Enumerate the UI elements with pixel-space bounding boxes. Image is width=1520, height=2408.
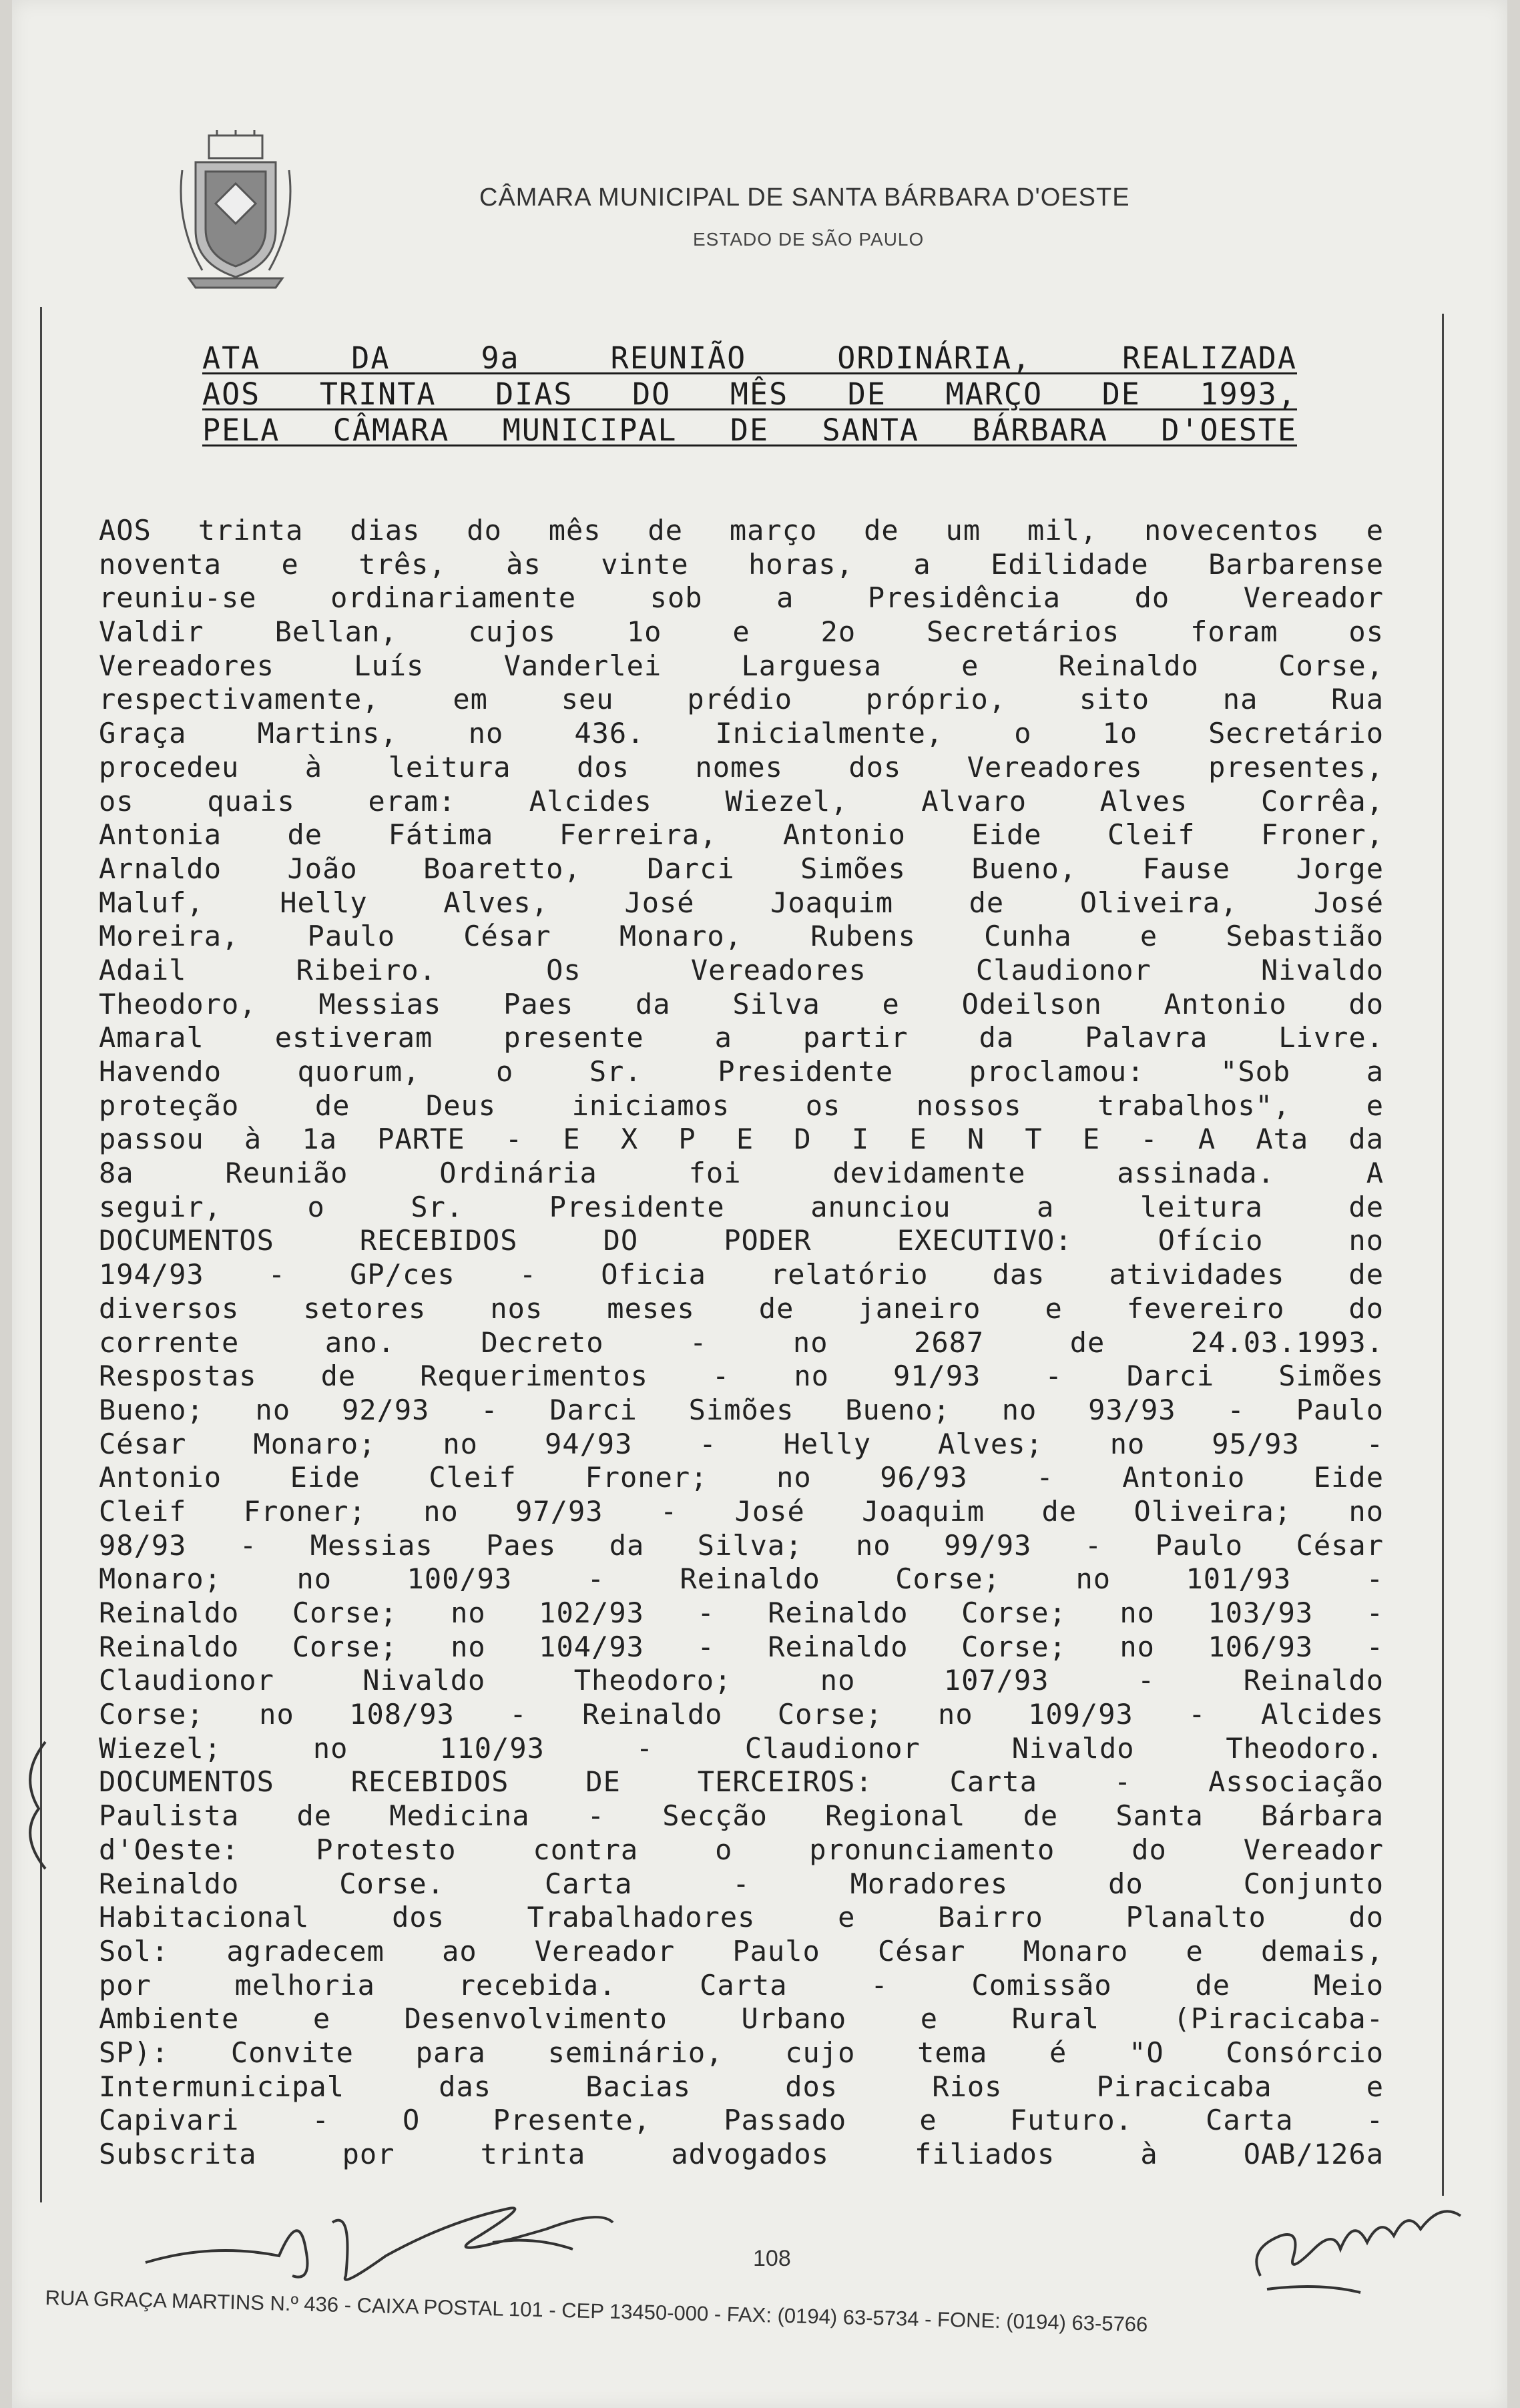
- body-line: diversos setores nos meses de janeiro e fevereiro do: [99, 1291, 1384, 1325]
- body-line: Graça Martins, no 436. Inicialmente, o 1o Secretário: [99, 717, 1384, 750]
- title-line: PELA CÂMARA MUNICIPAL DE SANTA BÁRBARA D'OESTE: [202, 412, 1297, 448]
- document-page: [12, 0, 1507, 2408]
- body-line: Monaro; no 100/93 - Reinaldo Corse; no 101/93 -: [99, 1562, 1384, 1596]
- body-line: Ambiente e Desenvolvimento Urbano e Rural (Piracicaba-: [99, 2002, 1384, 2036]
- body-line: AOS trinta dias do mês de março de um mil, novecentos e: [99, 514, 1384, 547]
- body-line: noventa e três, às vinte horas, a Edilidade Barbarense: [99, 547, 1384, 581]
- body-line: por melhoria recebida. Carta - Comissão de Meio: [99, 1968, 1384, 2002]
- left-margin-rule: [40, 307, 42, 2202]
- body-line: Theodoro, Messias Paes da Silva e Odeilson Antonio do: [99, 987, 1384, 1020]
- body-line: Respostas de Requerimentos - no 91/93 - Darci Simões: [99, 1360, 1384, 1393]
- body-line: Antonia de Fátima Ferreira, Antonio Eide Cleif Froner,: [99, 818, 1384, 852]
- address-footer: RUA GRAÇA MARTINS N.º 436 - CAIXA POSTAL 101 - CEP 13450-000 - FAX: (0194) 63-5734 - FONE: (0194) 63-5766: [45, 2286, 1148, 2337]
- body-line: Reinaldo Corse; no 104/93 - Reinaldo Corse; no 106/93 -: [99, 1630, 1384, 1663]
- body-line: Claudionor Nivaldo Theodoro; no 107/93 - Reinaldo: [99, 1664, 1384, 1697]
- body-line: César Monaro; no 94/93 - Helly Alves; no 95/93 -: [99, 1427, 1384, 1460]
- body-line: SP): Convite para seminário, cujo tema é "O Consórcio: [99, 2036, 1384, 2069]
- body-line: Capivari - O Presente, Passado e Futuro. Carta -: [99, 2104, 1384, 2137]
- body-line: Maluf, Helly Alves, José Joaquim de Oliveira, José: [99, 886, 1384, 919]
- body-line: Habitacional dos Trabalhadores e Bairro Planalto do: [99, 1901, 1384, 1934]
- body-line: Reinaldo Corse; no 102/93 - Reinaldo Corse; no 103/93 -: [99, 1596, 1384, 1629]
- body-line: DOCUMENTOS RECEBIDOS DE TERCEIROS: Carta - Associação: [99, 1765, 1384, 1799]
- body-line: Vereadores Luís Vanderlei Larguesa e Reinaldo Corse,: [99, 649, 1384, 682]
- signature-secretary: [1240, 2176, 1494, 2303]
- body-line: Amaral estiveram presente a partir da Palavra Livre.: [99, 1021, 1384, 1055]
- body-line: 8a Reunião Ordinária foi devidamente assinada. A: [99, 1157, 1384, 1190]
- body-line: Arnaldo João Boaretto, Darci Simões Bueno, Fause Jorge: [99, 852, 1384, 885]
- body-line: Subscrita por trinta advogados filiados à OAB/126a: [99, 2138, 1384, 2170]
- body-line: Cleif Froner; no 97/93 - José Joaquim de Oliveira; no: [99, 1494, 1384, 1528]
- body-line: Sol: agradecem ao Vereador Paulo César Monaro e demais,: [99, 1934, 1384, 1968]
- body-line: Reinaldo Corse. Carta - Moradores do Conjunto: [99, 1867, 1384, 1900]
- institution-name: CÂMARA MUNICIPAL DE SANTA BÁRBARA D'OESTE: [479, 184, 1130, 212]
- body-line: Antonio Eide Cleif Froner; no 96/93 - Antonio Eide: [99, 1461, 1384, 1494]
- body-line: Valdir Bellan, cujos 1o e 2o Secretários foram os: [99, 615, 1384, 649]
- right-margin-rule: [1442, 314, 1444, 2196]
- page-number: 108: [753, 2246, 791, 2271]
- minutes-body: [99, 514, 1384, 2172]
- body-line: respectivamente, em seu prédio próprio, sito na Rua: [99, 683, 1384, 716]
- body-line: 194/93 - GP/ces - Oficia relatório das atividades de: [99, 1258, 1384, 1291]
- body-line: Corse; no 108/93 - Reinaldo Corse; no 109/93 - Alcides: [99, 1698, 1384, 1731]
- margin-signature-mark: [12, 1735, 52, 1882]
- body-line: d'Oeste: Protesto contra o pronunciamento do Vereador: [99, 1833, 1384, 1866]
- body-line: Havendo quorum, o Sr. Presidente proclamou: "Sob a: [99, 1055, 1384, 1088]
- body-line: Wiezel; no 110/93 - Claudionor Nivaldo Theodoro.: [99, 1731, 1384, 1765]
- body-line: proteção de Deus iniciamos os nossos trabalhos", e: [99, 1089, 1384, 1122]
- body-line: 98/93 - Messias Paes da Silva; no 99/93 - Paulo César: [99, 1528, 1384, 1562]
- municipal-coat-of-arms: [176, 130, 296, 290]
- body-line: Bueno; no 92/93 - Darci Simões Bueno; no 93/93 - Paulo: [99, 1393, 1384, 1426]
- title-line: ATA DA 9a REUNIÃO ORDINÁRIA, REALIZADA: [202, 340, 1297, 376]
- body-line: os quais eram: Alcides Wiezel, Alvaro Alves Corrêa,: [99, 784, 1384, 818]
- state-name: ESTADO DE SÃO PAULO: [693, 229, 925, 250]
- body-line: procedeu à leitura dos nomes dos Vereadores presentes,: [99, 750, 1384, 784]
- body-line: Paulista de Medicina - Secção Regional de Santa Bárbara: [99, 1799, 1384, 1833]
- body-line: corrente ano. Decreto - no 2687 de 24.03.1993.: [99, 1325, 1384, 1359]
- body-line: seguir, o Sr. Presidente anunciou a leitura de: [99, 1190, 1384, 1223]
- body-line: Adail Ribeiro. Os Vereadores Claudionor Nivaldo: [99, 953, 1384, 986]
- body-line: Intermunicipal das Bacias dos Rios Piracicaba e: [99, 2070, 1384, 2103]
- title-line: AOS TRINTA DIAS DO MÊS DE MARÇO DE 1993,: [202, 376, 1297, 412]
- body-line: reuniu-se ordinariamente sob a Presidência do Vereador: [99, 581, 1384, 615]
- body-line: DOCUMENTOS RECEBIDOS DO PODER EXECUTIVO: Ofício no: [99, 1224, 1384, 1257]
- body-line: passou à 1a PARTE - E X P E D I E N T E - A Ata da: [99, 1123, 1384, 1156]
- body-line: Moreira, Paulo César Monaro, Rubens Cunha e Sebastião: [99, 920, 1384, 953]
- minutes-title: [202, 340, 1297, 448]
- signature-president: [132, 2182, 680, 2296]
